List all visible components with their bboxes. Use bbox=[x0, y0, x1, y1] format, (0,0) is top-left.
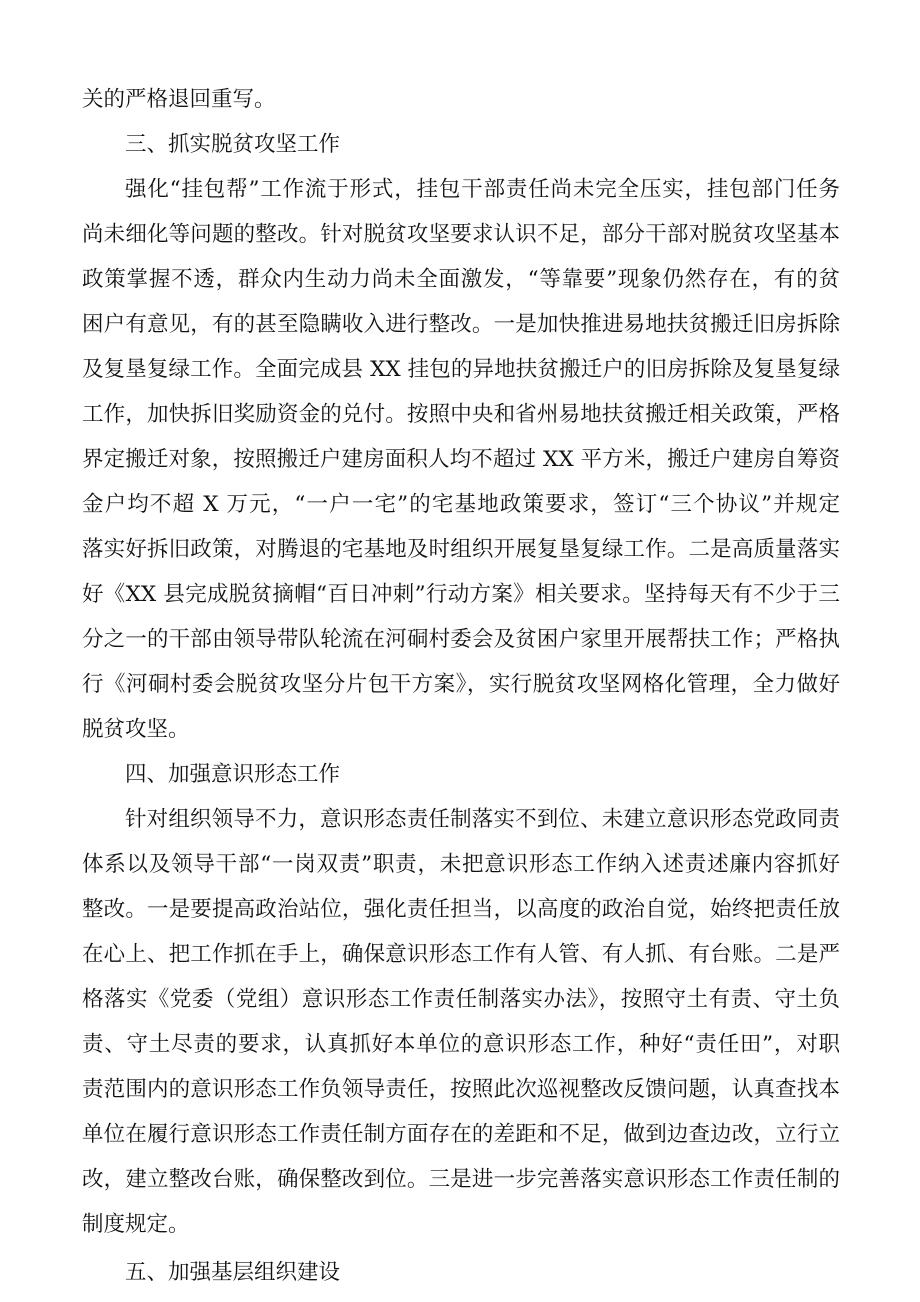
paragraph-line: 落实好拆旧政策，对腾退的宅基地及时组织开展复垦复绿工作。二是高质量落实 bbox=[82, 537, 840, 562]
paragraph-line: 强化“挂包帮”工作流于形式，挂包干部责任尚未完全压实，挂包部门任务 bbox=[125, 177, 840, 202]
paragraph-line: 困户有意见，有的甚至隐瞒收入进行整改。一是加快推进易地扶贫搬迁旧房拆除 bbox=[82, 312, 840, 337]
paragraph-line: 责、守土尽责的要求，认真抓好本单位的意识形态工作，种好“责任田”，对职 bbox=[82, 1032, 840, 1057]
paragraph-line: 格落实《党委（党组）意识形态工作责任制落实办法》，按照守土有责、守土负 bbox=[82, 987, 840, 1012]
paragraph-line: 政策掌握不透，群众内生动力尚未全面激发，“等靠要”现象仍然存在，有的贫 bbox=[82, 267, 840, 292]
paragraph-line: 行《河硐村委会脱贫攻坚分片包干方案》，实行脱贫攻坚网格化管理，全力做好 bbox=[82, 672, 840, 697]
paragraph-line: 针对组织领导不力，意识形态责任制落实不到位、未建立意识形态党政同责 bbox=[125, 807, 840, 832]
paragraph-line: 界定搬迁对象，按照搬迁户建房面积人均不超过 XX 平方米，搬迁户建房自筹资 bbox=[82, 447, 840, 472]
paragraph-line: 体系以及领导干部“一岗双责”职责，未把意识形态工作纳入述责述廉内容抓好 bbox=[82, 852, 840, 877]
paragraph-line: 改，建立整改台账，确保整改到位。三是进一步完善落实意识形态工作责任制的 bbox=[82, 1167, 840, 1192]
paragraph-line: 好《XX 县完成脱贫摘帽“百日冲刺”行动方案》相关要求。坚持每天有不少于三 bbox=[82, 582, 840, 607]
section-heading-4: 四、加强意识形态工作 bbox=[125, 762, 341, 787]
paragraph-line: 关的严格退回重写。 bbox=[82, 87, 276, 112]
paragraph-line: 尚未细化等问题的整改。针对脱贫攻坚要求认识不足，部分干部对脱贫攻坚基本 bbox=[82, 222, 840, 247]
paragraph-line: 及复垦复绿工作。全面完成县 XX 挂包的异地扶贫搬迁户的旧房拆除及复垦复绿 bbox=[82, 357, 840, 382]
paragraph-line: 责范围内的意识形态工作负领导责任，按照此次巡视整改反馈问题，认真查找本 bbox=[82, 1077, 840, 1102]
paragraph-line: 整改。一是要提高政治站位，强化责任担当，以高度的政治自觉，始终把责任放 bbox=[82, 897, 840, 922]
paragraph-line: 金户均不超 X 万元，“一户一宅”的宅基地政策要求，签订“三个协议”并规定 bbox=[82, 492, 840, 517]
paragraph-line: 单位在履行意识形态工作责任制方面存在的差距和不足，做到边查边改，立行立 bbox=[82, 1122, 840, 1147]
section-heading-5: 五、加强基层组织建设 bbox=[125, 1260, 341, 1285]
paragraph-line: 在心上、把工作抓在手上，确保意识形态工作有人管、有人抓、有台账。二是严 bbox=[82, 942, 840, 967]
section-heading-3: 三、抓实脱贫攻坚工作 bbox=[125, 132, 341, 157]
paragraph-line: 制度规定。 bbox=[82, 1212, 190, 1237]
paragraph-line: 脱贫攻坚。 bbox=[82, 717, 190, 742]
paragraph-line: 工作，加快拆旧奖励资金的兑付。按照中央和省州易地扶贫搬迁相关政策，严格 bbox=[82, 402, 840, 427]
paragraph-line: 分之一的干部由领导带队轮流在河硐村委会及贫困户家里开展帮扶工作；严格执 bbox=[82, 627, 840, 652]
